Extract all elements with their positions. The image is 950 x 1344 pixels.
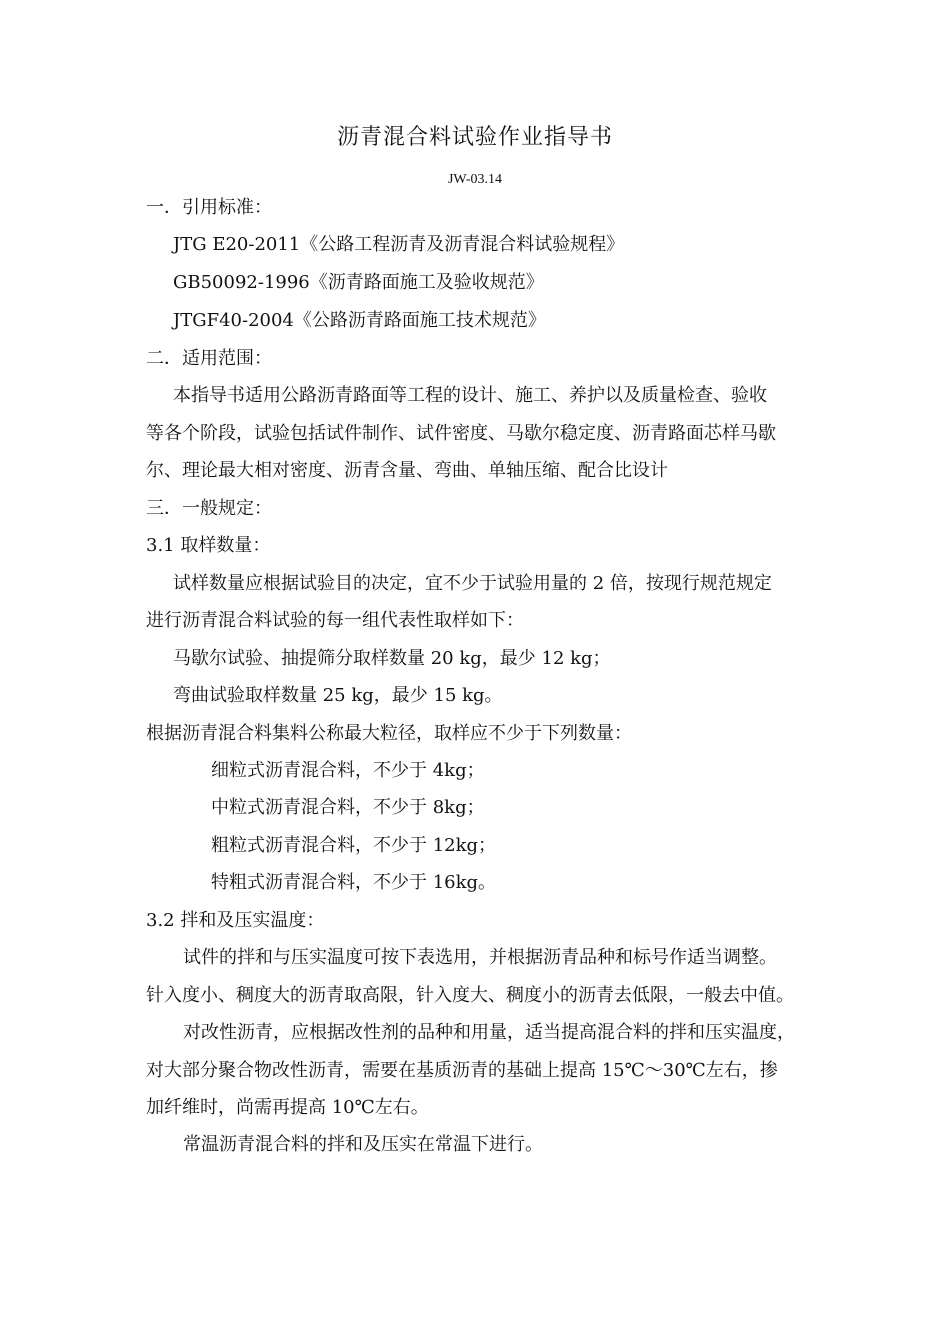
document-number: JW-03.14 [447, 172, 503, 187]
paragraph-line: 根据沥青混合料集料公称最大粒径，取样应不少于下列数量： [146, 723, 632, 744]
document-title: 沥青混合料试验作业指导书 [336, 125, 613, 150]
paragraph-line: 尔、理论最大相对密度、沥青含量、弯曲、单轴压缩、配合比设计 [146, 460, 668, 481]
reference-item: JTGF40-2004《公路沥青路面施工技术规范》 [173, 310, 546, 331]
paragraph-line: 试样数量应根据试验目的决定，宜不少于试验用量的 2 倍，按现行规范规定 [173, 573, 772, 594]
paragraph-line: 等各个阶段，试验包括试件制作、试件密度、马歇尔稳定度、沥青路面芯样马歇 [146, 423, 776, 444]
paragraph-line: 常温沥青混合料的拌和及压实在常温下进行。 [183, 1134, 543, 1155]
list-item: 特粗式沥青混合料，不少于 16kg。 [211, 872, 497, 893]
list-item: 中粒式沥青混合料，不少于 8kg； [211, 797, 485, 818]
reference-item: JTG E20-2011《公路工程沥青及沥青混合料试验规程》 [173, 234, 625, 255]
paragraph-line: 本指导书适用公路沥青路面等工程的设计、施工、养护以及质量检查、验收 [173, 385, 767, 406]
subsection-heading-sampling: 3.1 取样数量： [146, 535, 271, 556]
paragraph-line: 对改性沥青，应根据改性剂的品种和用量，适当提高混合料的拌和压实温度， [183, 1022, 795, 1043]
list-item: 细粒式沥青混合料，不少于 4kg； [211, 760, 485, 781]
reference-item: GB50092-1996《沥青路面施工及验收规范》 [173, 272, 544, 293]
paragraph-line: 进行沥青混合料试验的每一组代表性取样如下： [146, 610, 524, 631]
section-heading-general: 三．一般规定： [146, 498, 272, 519]
subsection-heading-temperature: 3.2 拌和及压实温度： [146, 910, 325, 931]
paragraph-line: 马歇尔试验、抽提筛分取样数量 20 kg，最少 12 kg； [173, 648, 611, 669]
list-item: 粗粒式沥青混合料，不少于 12kg； [211, 835, 497, 856]
paragraph-line: 弯曲试验取样数量 25 kg，最少 15 kg。 [173, 685, 503, 706]
paragraph-line: 加纤维时，尚需再提高 10℃左右。 [146, 1097, 429, 1118]
paragraph-line: 对大部分聚合物改性沥青，需要在基质沥青的基础上提高 15℃～30℃左右，掺 [146, 1060, 778, 1081]
section-heading-references: 一．引用标准： [146, 197, 272, 218]
paragraph-line: 试件的拌和与压实温度可按下表选用，并根据沥青品种和标号作适当调整。 [183, 947, 777, 968]
paragraph-line: 针入度小、稠度大的沥青取高限，针入度大、稠度小的沥青去低限，一般去中值。 [146, 985, 794, 1006]
section-heading-scope: 二．适用范围： [146, 348, 272, 369]
